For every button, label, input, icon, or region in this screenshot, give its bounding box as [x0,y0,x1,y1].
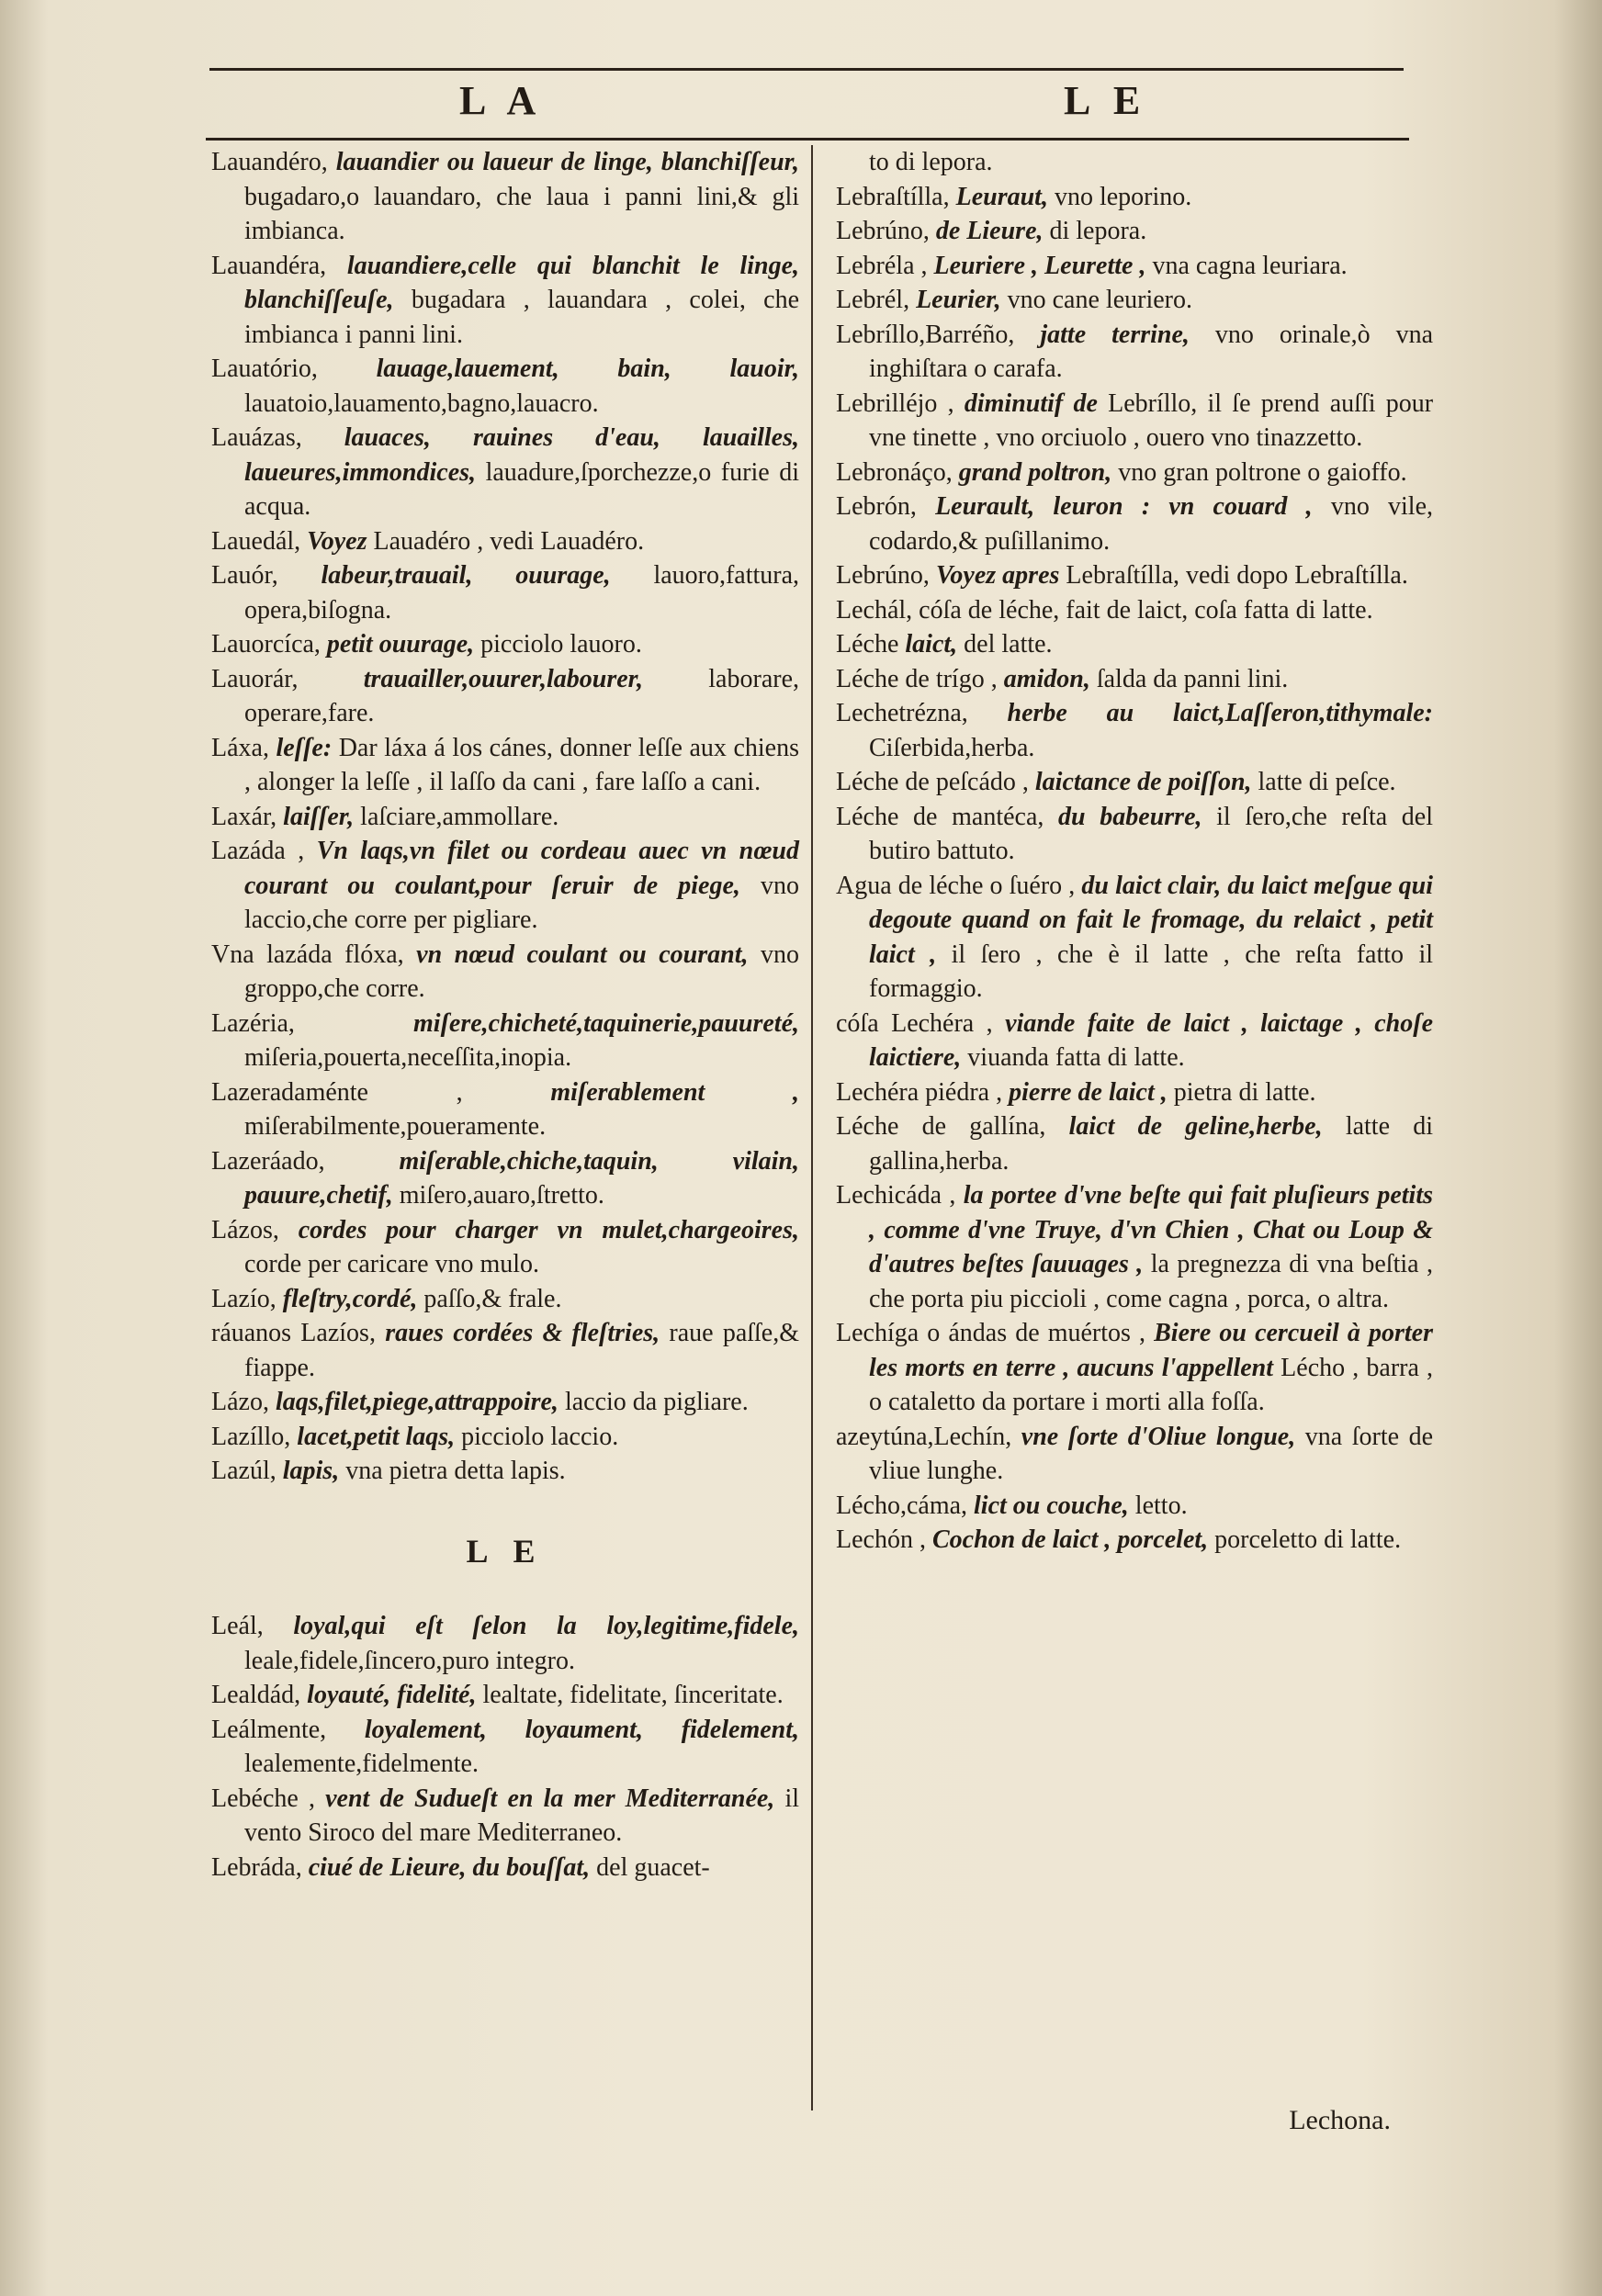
entry-italian-gloss: Lebríllo, il ſe prend auſſi pour vne tinette , vno orciuolo , ouero vno tinazzetto. [869,388,1434,452]
dictionary-entry [836,1523,1433,1558]
dictionary-entry [211,1678,799,1713]
entry-headword: Lebéche , [211,1784,315,1813]
entry-headword: Lauandéra, [211,251,327,280]
dictionary-entry [211,1713,799,1782]
entry-italian-gloss: picciolo lauoro. [480,630,642,658]
entry-french-gloss: trauailler,ouurer,labourer, [363,664,643,693]
entry-french-gloss: la portee d'vne beſte qui fait pluſieurs petits , comme d'vne Truye, d'vn Chien , Chat ou Loup & d'autres beſtes ſauuages , [869,1181,1434,1278]
entry-italian-gloss: viuanda fatta di latte. [967,1043,1185,1072]
entry-french-gloss: du laict clair, du laict meſgue qui degoute quand on fait le fromage, du relaict , petit laict , [869,871,1433,969]
dictionary-entry [836,387,1433,456]
dictionary-entry [211,1144,799,1213]
entry-french-gloss: Biere ou cercueil à porter les morts en terre , aucuns l'appellent [869,1319,1433,1382]
entry-french-gloss: Cochon de laict , porcelet, [931,1525,1209,1554]
dictionary-entry [211,834,799,938]
dictionary-entry [836,456,1433,490]
dictionary-entry [211,627,799,662]
dictionary-entry [836,593,1433,628]
entry-italian-gloss: latte di peſce. [1258,768,1396,796]
entry-italian-gloss: ſalda da panni lini. [1096,664,1289,693]
entry-italian-gloss: vno laccio,che corre per pigliare. [244,871,799,934]
entry-headword: Lazíllo, [211,1422,291,1451]
entry-italian-gloss: pietra di latte. [1173,1077,1316,1107]
entry-french-gloss: lauandier ou laueur de linge, blanchiſſeur, [335,148,800,176]
entry-italian-gloss: lauoro,fattura, opera,biſogna. [244,561,800,625]
dictionary-entry [211,1609,799,1678]
entry-italian-gloss: vna ſorte de vliue lunghe. [869,1422,1433,1485]
entry-headword: Léche de peſcádo , [836,768,1029,796]
entry-french-gloss: vne ſorte d'Oliue longue, [1021,1422,1296,1451]
entry-italian-gloss: la pregnezza di vna beſtia , che porta piu piccioli , come cagna , porca, o altra. [869,1250,1433,1313]
entry-headword: Lebráda, [211,1852,302,1882]
entry-french-gloss: lauaces, rauines d'eau, lauailles, laueures,immondices, [244,423,799,487]
entry-french-gloss: miſerable,chiche,taquin, vilain, pauure,chetif, [244,1146,799,1210]
dictionary-entry [211,1385,799,1420]
column-divider [811,145,813,2110]
running-head-left: L A [459,78,544,123]
entry-headword: cóſa Lechéra , [836,1008,993,1038]
dictionary-entry [836,180,1433,215]
section-heading-le: L E [466,1532,545,1570]
dictionary-entry [211,1316,799,1385]
entry-french-gloss: de Lieure, [935,217,1044,245]
entry-italian-gloss: miſero,auaro,ſtretto. [399,1181,604,1210]
dictionary-entry [836,1420,1433,1489]
entry-headword: Vna lazáda flóxa, [211,940,404,969]
dictionary-entry [836,249,1433,284]
entry-headword: Leál, [211,1612,264,1640]
dictionary-entry [211,558,799,627]
entry-french-gloss: viande faite de laict , laictage , choſe laictiere, [869,1008,1434,1072]
dictionary-entry [211,1007,799,1075]
entry-french-gloss: jatte terrine, [1040,320,1190,349]
entry-headword: Leálmente, [211,1715,327,1744]
entry-french-gloss: raues cordées & fleſtries, [385,1319,660,1347]
entry-italian-gloss: vno orinale,ò vna inghiſtara o carafa. [869,320,1434,383]
entry-italian-gloss: to di lepora. [869,148,993,176]
entry-headword: Lauorcíca, [211,630,321,658]
entry-headword: Lebréla , [836,251,928,280]
entry-french-gloss: loyalement, loyaument, fidelement, [364,1715,800,1744]
entry-headword: Lazéria, [211,1008,295,1038]
entry-italian-gloss: Lécho , barra , o cataletto da portare i morti alla foſſa. [869,1353,1434,1416]
entry-italian-gloss: cóſa de léche, fait de laict, coſa fatta di latte. [919,595,1373,625]
entry-italian-gloss: lealtate, fidelitate, ſinceritate. [482,1681,784,1709]
entry-italian-gloss: lauatoio,lauamento,bagno,lauacro. [244,388,599,418]
entry-italian-gloss: picciolo laccio. [461,1422,619,1451]
dictionary-entry [836,765,1433,800]
dictionary-entry [836,318,1433,387]
dictionary-entry [211,1213,799,1282]
entry-french-gloss: Voyez apres [935,561,1060,590]
entry-french-gloss: laictance de poiſſon, [1034,768,1252,796]
left-column [211,145,799,1885]
entry-french-gloss: lict ou couche, [974,1491,1129,1520]
dictionary-entry [836,800,1433,869]
entry-italian-gloss: miſerabilmente,poueramente. [244,1112,547,1141]
entry-italian-gloss: miſeria,pouerta,neceſſita,inopia. [244,1043,572,1072]
entry-italian-gloss: vna cagna leuriara. [1152,251,1348,280]
entry-headword: Léche [836,630,899,658]
entry-french-gloss: lauage,lauement, bain, lauoir, [376,355,799,383]
entry-headword: Lauór, [211,561,278,590]
catchword: Lechona. [1289,2105,1391,2135]
entry-headword: Lechál, [836,595,913,625]
dictionary-entry [836,1007,1433,1075]
dictionary-entry [211,731,799,800]
entry-italian-gloss: Ciſerbida,herba. [869,733,1035,762]
entry-headword: Léche de mantéca, [836,802,1044,831]
entry-italian-gloss: bugadaro,o lauandaro, che laua i panni lini,& gli imbianca. [244,182,799,245]
entry-italian-gloss: del guacet- [596,1852,710,1882]
entry-headword: Lebríllo,Barréño, [836,320,1015,349]
entry-headword: Lebronáço, [836,457,953,487]
entry-italian-gloss: laccio da pigliare. [564,1388,749,1416]
dictionary-entry [836,869,1433,1007]
entry-french-gloss: vn nœud coulant ou courant, [416,940,749,969]
entry-headword: Lebraſtílla, [836,182,950,211]
entry-french-gloss: Voyez [307,526,367,556]
dictionary-entry [211,249,799,353]
left-entry-list [211,145,799,1489]
entry-french-gloss: laict, [905,630,958,658]
entry-french-gloss: Leurault, leuron : vn couard , [935,492,1313,521]
entry-french-gloss: vent de Sudueſt en la mer Mediterranée, [325,1784,775,1813]
entry-italian-gloss: leale,fidele,ſincero,puro integro. [244,1646,575,1675]
entry-italian-gloss: vna pietra detta lapis. [345,1457,566,1485]
dictionary-entry [211,145,799,249]
entry-headword: Lealdád, [211,1681,301,1709]
header-rule [206,138,1409,141]
entry-headword: Lechíga o ándas de muértos , [836,1319,1146,1347]
entry-french-gloss: cordes pour charger vn mulet,chargeoires, [298,1215,799,1244]
dictionary-entry [836,1075,1433,1110]
entry-headword: Léche de trígo , [836,664,998,693]
entry-italian-gloss: vno cane leuriero. [1007,286,1192,314]
running-head-right: L E [1064,78,1148,123]
dictionary-entry [836,283,1433,318]
entry-italian-gloss: di lepora. [1049,217,1147,245]
entry-italian-gloss: latte di gallina,herba. [869,1112,1433,1176]
entry-french-gloss: amidon, [1003,664,1090,693]
entry-french-gloss: du babeurre, [1058,802,1202,831]
dictionary-entry [211,1282,799,1317]
dictionary-entry [836,1178,1433,1316]
entry-headword: Lázos, [211,1215,279,1244]
dictionary-entry [836,145,1433,180]
entry-french-gloss: loyauté, fidelité, [307,1681,477,1709]
left-entry-list-2 [211,1609,799,1885]
entry-italian-gloss: laborare, operare,fare. [244,664,799,727]
entry-italian-gloss: paſſo,& frale. [423,1284,562,1313]
entry-headword: Lázo, [211,1388,269,1416]
entry-headword: Lechéra piédra , [836,1077,1003,1107]
entry-headword: Léche de gallína, [836,1112,1046,1141]
entry-headword: Lebrél, [836,286,910,314]
entry-french-gloss: Vn laqs,vn filet ou cordeau auec vn nœud courant ou coulant,pour ſeruir de piege, [244,837,799,900]
entry-headword: Lauandéro, [211,148,328,176]
entry-french-gloss: lacet,petit laqs, [297,1422,456,1451]
dictionary-entry [211,421,799,524]
dictionary-entry [211,352,799,421]
entry-italian-gloss: vno vile, codardo,& puſillanimo. [869,492,1434,556]
entry-french-gloss: Leuraut, [955,182,1048,211]
dictionary-entry [211,1075,799,1144]
entry-headword: ráuanos Lazíos, [211,1319,376,1347]
right-entry-list [836,145,1433,1558]
entry-italian-gloss: vno leporino. [1054,182,1192,211]
entry-headword: Lebrúno, [836,561,930,590]
dictionary-entry [211,1454,799,1489]
dictionary-entry [836,490,1433,558]
right-column [836,145,1433,1558]
entry-french-gloss: Leurier, [916,286,1001,314]
entry-italian-gloss: il vento Siroco del mare Mediterraneo. [244,1784,800,1847]
entry-headword: Lebrón, [836,492,917,521]
entry-french-gloss: fleſtry,cordé, [282,1284,418,1313]
entry-headword: Lechón , [836,1525,926,1554]
entry-headword: Láxa, [211,733,269,762]
entry-italian-gloss: il ſero,che reſta del butiro battuto. [869,802,1434,865]
entry-headword: Lazúl, [211,1457,276,1485]
entry-french-gloss: herbe au laict,Laſſeron,tithymale: [1007,699,1433,727]
entry-french-gloss: pierre de laict , [1009,1077,1168,1107]
dictionary-entry [836,627,1433,662]
dictionary-entry [836,662,1433,697]
entry-italian-gloss: lauadure,ſporchezze,o furie di acqua. [244,457,800,521]
entry-french-gloss: laict de geline,herbe, [1068,1112,1323,1141]
entry-italian-gloss: vno gran poltrone o gaioffo. [1118,457,1407,487]
dictionary-entry [211,938,799,1007]
entry-french-gloss: lapis, [282,1457,340,1485]
entry-french-gloss: lauandiere,celle qui blanchit le linge, blanchiſſeuſe, [244,251,800,314]
entry-italian-gloss: laſciare,ammollare. [360,802,559,831]
entry-french-gloss: laqs,filet,piege,attrappoire, [275,1388,558,1416]
entry-headword: Lauatório, [211,355,318,383]
entry-italian-gloss: vno groppo,che corre. [244,940,799,1003]
dictionary-entry [836,696,1433,765]
entry-italian-gloss: del latte. [964,630,1053,658]
dictionary-entry [836,1316,1433,1420]
entry-headword: Lazeráado, [211,1146,325,1176]
entry-french-gloss: miſerablement , [550,1077,800,1107]
entry-headword: Lebrilléjo , [836,388,954,418]
entry-french-gloss: laiſſer, [283,802,355,831]
entry-italian-gloss: porceletto di latte. [1214,1525,1402,1554]
entry-italian-gloss: Lebraſtílla, vedi dopo Lebraſtílla. [1066,561,1408,590]
entry-headword: Lécho,cáma, [836,1491,968,1520]
dictionary-entry [211,1420,799,1455]
entry-italian-gloss: il ſero , che è il latte , che reſta fatto il formaggio. [869,940,1434,1003]
entry-headword: Lazáda , [211,837,305,865]
entry-headword: Laxár, [211,802,277,831]
entry-headword: Lazío, [211,1284,276,1313]
dictionary-entry [836,558,1433,593]
top-rule [209,68,1404,71]
entry-italian-gloss: Lauadéro , vedi Lauadéro. [373,526,645,556]
dictionary-entry [211,1851,799,1885]
entry-italian-gloss: Dar láxa á los cánes, donner leſſe aux chiens , alonger la leſſe , il laſſo da cani , fare laſſo a cani. [244,733,799,796]
dictionary-entry [211,1782,799,1851]
entry-french-gloss: leſſe: [276,733,333,762]
dictionary-entry [211,524,799,559]
dictionary-entry [211,662,799,731]
dictionary-entry [211,800,799,835]
entry-french-gloss: diminutif de [964,388,1098,418]
entry-headword: Lazeradaménte , [211,1077,463,1107]
entry-french-gloss: miſere,chicheté,taquinerie,pauureté, [413,1008,799,1038]
dictionary-entry [836,1109,1433,1178]
dictionary-entry [836,1489,1433,1524]
entry-headword: Agua de léche o ſuéro , [836,871,1076,900]
dictionary-entry [836,214,1433,249]
entry-headword: Lebrúno, [836,217,930,245]
entry-italian-gloss: letto. [1134,1491,1188,1520]
entry-french-gloss: grand poltron, [958,457,1112,487]
entry-french-gloss: petit ouurage, [326,630,475,658]
entry-french-gloss: Leuriere , Leurette , [933,251,1146,280]
entry-headword: azeytúna,Lechín, [836,1422,1012,1451]
entry-headword: Lechetrézna, [836,699,968,727]
entry-headword: Lauorár, [211,664,299,693]
entry-french-gloss: labeur,trauail, ouurage, [321,561,611,590]
entry-headword: Lauázas, [211,423,302,452]
entry-italian-gloss: raue paſſe,& fiappe. [244,1319,800,1382]
entry-french-gloss: ciué de Lieure, du bouſſat, [308,1852,591,1882]
entry-italian-gloss: bugadara , lauandara , colei, che imbianca i panni lini. [244,286,799,349]
entry-italian-gloss: corde per caricare vno mulo. [244,1250,540,1278]
entry-headword: Lauedál, [211,526,301,556]
entry-french-gloss: loyal,qui eſt ſelon la loy,legitime,fidele, [293,1612,800,1640]
entry-headword: Lechicáda , [836,1181,956,1210]
entry-italian-gloss: lealemente,fidelmente. [244,1750,479,1778]
